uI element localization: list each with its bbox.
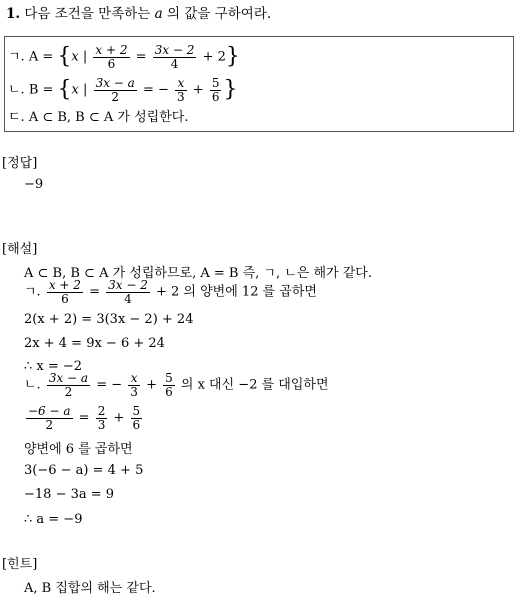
l7-num2: 2 [97, 404, 106, 418]
l6-num2: x [130, 371, 138, 385]
l7-num1: −6 − a [28, 404, 71, 418]
c2-frac1 [94, 77, 137, 103]
question-variable: a [154, 6, 163, 22]
question-line [6, 2, 271, 22]
l6-num1: 3x − a [48, 371, 89, 385]
c1-frac2 [153, 44, 197, 70]
c1-x: x [71, 49, 79, 65]
hint-label: [힌트] [2, 557, 38, 572]
l7-eq: = [78, 410, 90, 426]
c1-bar: | [82, 49, 88, 65]
c1-tail: + 2 [202, 49, 226, 65]
question-text: 다음 조건을 만족하는 [24, 6, 151, 22]
condition-2 [8, 77, 237, 103]
l7-num3: 5 [132, 404, 141, 418]
solution-line-4: 2x + 4 = 9x − 6 + 24 [24, 336, 165, 351]
answer-value: −9 [24, 177, 44, 192]
solution-line-10: −18 − 3a = 9 [24, 487, 115, 502]
l6-frac2 [128, 372, 140, 398]
solution-line-9: 3(−6 − a) = 4 + 5 [24, 463, 144, 478]
c1-brace-open: { [57, 44, 72, 70]
c2-label: ㄴ. B = [8, 82, 54, 98]
l6-eq: = − [96, 377, 123, 393]
c2-plus: + [192, 82, 204, 98]
solution-line-8: 양변에 6 를 곱하면 [24, 442, 133, 457]
l2-frac1 [47, 279, 83, 305]
l6-frac3 [163, 372, 175, 398]
c1-den1: 6 [93, 57, 129, 71]
c2-eq: = − [142, 82, 169, 98]
condition-3: ㄷ. A ⊂ B, B ⊂ A 가 성립한다. [8, 110, 189, 125]
c2-num1: 3x − a [95, 76, 135, 90]
l6-frac1 [47, 372, 90, 398]
l7-frac2 [96, 405, 108, 431]
solution-label: [해설] [2, 242, 38, 257]
c1-eq: = [135, 49, 147, 65]
c2-frac2 [175, 77, 187, 103]
c1-brace-close: } [225, 44, 240, 70]
l7-den3: 6 [132, 417, 141, 432]
condition-1 [8, 44, 240, 70]
l6-num3: 5 [165, 371, 173, 385]
l2-frac2 [106, 279, 150, 305]
l2-eq: = [89, 284, 100, 300]
answer-label: [정답] [2, 156, 38, 171]
c2-den2: 3 [177, 89, 185, 104]
l2-num2: 3x − 2 [108, 278, 148, 292]
solution-line-7 [24, 405, 144, 431]
solution-line-3: 2(x + 2) = 3(3x − 2) + 24 [24, 312, 194, 327]
c2-x: x [71, 82, 79, 98]
l2-den2: 4 [106, 292, 150, 306]
c2-brace-close: } [223, 77, 238, 103]
c2-num3: 5 [211, 76, 220, 90]
l6-den3: 6 [165, 384, 173, 399]
c1-label: ㄱ. A = [8, 49, 54, 65]
c2-num2: x [177, 76, 185, 90]
l2-tail: + 2 의 양변에 12 를 곱하면 [156, 284, 317, 300]
solution-line-5: ∴ x = −2 [24, 359, 83, 374]
l6-tail: 의 x 대신 −2 를 대입하면 [180, 377, 329, 393]
l6-plus: + [146, 377, 157, 393]
c1-den2: 4 [153, 57, 197, 71]
l7-den2: 3 [97, 417, 106, 432]
l7-frac3 [131, 405, 143, 431]
c2-brace-open: { [57, 77, 72, 103]
l7-plus: + [113, 410, 125, 426]
solution-line-2 [24, 279, 317, 305]
solution-line-6 [24, 372, 329, 398]
c2-frac3 [210, 77, 222, 103]
c2-den1: 2 [94, 90, 137, 104]
l7-den1: 2 [26, 418, 73, 432]
l2-num1: x + 2 [48, 278, 81, 292]
c1-num1: x + 2 [95, 43, 128, 57]
c2-den3: 6 [211, 89, 220, 104]
l6-den1: 2 [47, 385, 90, 399]
question-text-end: 의 값을 구하여라. [167, 6, 272, 22]
l2-den1: 6 [47, 292, 83, 306]
l6-den2: 3 [130, 384, 138, 399]
question-number: 1. [6, 6, 21, 22]
c1-frac1 [93, 44, 129, 70]
l2-label: ㄱ. [24, 284, 41, 300]
solution-line-1: A ⊂ B, B ⊂ A 가 성립하므로, A = B 즉, ㄱ, ㄴ은 해가 같다. [24, 266, 372, 281]
l6-label: ㄴ. [24, 377, 41, 393]
solution-line-11: ∴ a = −9 [24, 512, 83, 527]
l7-frac1 [26, 405, 73, 431]
hint-text: A, B 집합의 해는 같다. [24, 581, 156, 596]
c2-bar: | [83, 82, 88, 98]
c1-num2: 3x − 2 [154, 43, 195, 57]
